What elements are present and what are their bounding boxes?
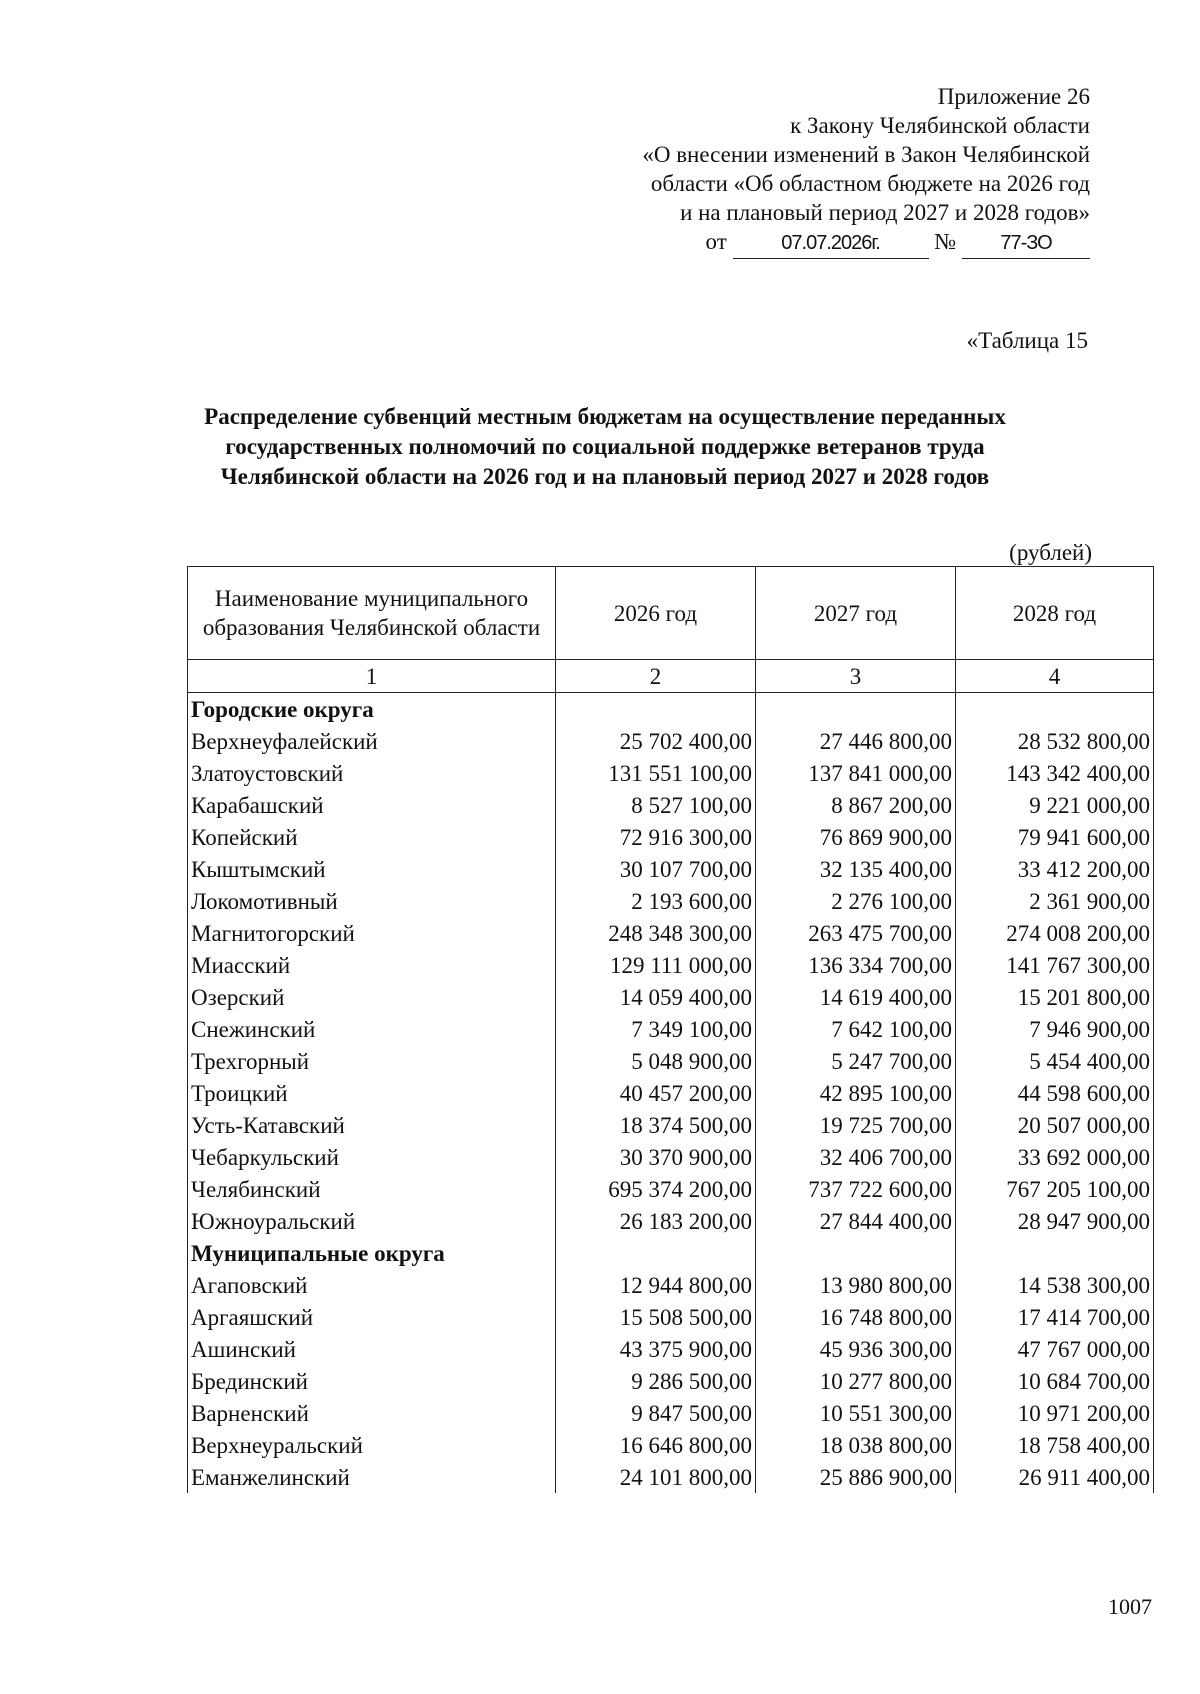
cell-municipality: Брединский	[188, 1365, 556, 1397]
cell-2027: 5 247 700,00	[756, 1045, 956, 1077]
cell-2028: 10 971 200,00	[956, 1397, 1154, 1429]
cell-municipality: Златоустовский	[188, 757, 556, 789]
title-line: государственных полномочий по социальной поддержке ветеранов труда	[225, 434, 985, 459]
cell-municipality: Трехгорный	[188, 1045, 556, 1077]
cell-2026: 15 508 500,00	[556, 1301, 756, 1333]
cell-2027: 27 844 400,00	[756, 1205, 956, 1237]
table-row	[188, 1269, 1154, 1301]
cell-2026: 2 193 600,00	[556, 885, 756, 917]
cell-2027	[756, 1237, 956, 1269]
table-row	[188, 1173, 1154, 1205]
cell-2028: 141 767 300,00	[956, 949, 1154, 981]
table-body	[188, 660, 1154, 1494]
header-line: Приложение 26	[937, 84, 1090, 109]
cell-2026: 9 847 500,00	[556, 1397, 756, 1429]
cell-2026: 129 111 000,00	[556, 949, 756, 981]
header-block	[642, 82, 1090, 259]
cell-municipality: Аргаяшский	[188, 1301, 556, 1333]
table-label: «Таблица 15	[966, 328, 1088, 353]
cell-2028: 274 008 200,00	[956, 917, 1154, 949]
cell-2028: 9 221 000,00	[956, 789, 1154, 821]
cell-2026: 131 551 100,00	[556, 757, 756, 789]
cell-2027: 18 038 800,00	[756, 1429, 956, 1461]
table-row	[188, 1013, 1154, 1045]
cell-2026: 30 370 900,00	[556, 1141, 756, 1173]
cell-2026: 40 457 200,00	[556, 1077, 756, 1109]
cell-2026: 8 527 100,00	[556, 789, 756, 821]
header-line: «О внесении изменений в Закон Челябинской	[642, 142, 1090, 167]
cell-municipality: Локомотивный	[188, 885, 556, 917]
cell-2026: 18 374 500,00	[556, 1109, 756, 1141]
cell-2028: 28 947 900,00	[956, 1205, 1154, 1237]
cell-municipality: Варненский	[188, 1397, 556, 1429]
table-row	[188, 949, 1154, 981]
cell-2026: 24 101 800,00	[556, 1461, 756, 1493]
cell-2027: 2 276 100,00	[756, 885, 956, 917]
cell-2027: 14 619 400,00	[756, 981, 956, 1013]
cell-2028: 7 946 900,00	[956, 1013, 1154, 1045]
table-row	[188, 1461, 1154, 1493]
cell-2027: 137 841 000,00	[756, 757, 956, 789]
column-number: 3	[756, 660, 956, 693]
cell-2028: 44 598 600,00	[956, 1077, 1154, 1109]
cell-2027: 27 446 800,00	[756, 725, 956, 757]
document-title	[140, 402, 1070, 492]
cell-municipality: Еманжелинский	[188, 1461, 556, 1493]
cell-2028: 26 911 400,00	[956, 1461, 1154, 1493]
cell-2028: 14 538 300,00	[956, 1269, 1154, 1301]
cell-2026: 26 183 200,00	[556, 1205, 756, 1237]
cell-2026	[556, 693, 756, 726]
table-row	[188, 1333, 1154, 1365]
cell-2027: 45 936 300,00	[756, 1333, 956, 1365]
cell-2028: 18 758 400,00	[956, 1429, 1154, 1461]
table-row	[188, 853, 1154, 885]
table-row	[188, 885, 1154, 917]
cell-2028	[956, 1237, 1154, 1269]
group-header-row	[188, 1237, 1154, 1269]
cell-municipality: Копейский	[188, 821, 556, 853]
table-row	[188, 789, 1154, 821]
cell-municipality: Городские округа	[188, 693, 556, 726]
cell-2028: 2 361 900,00	[956, 885, 1154, 917]
cell-2027: 8 867 200,00	[756, 789, 956, 821]
cell-2027: 25 886 900,00	[756, 1461, 956, 1493]
cell-municipality: Челябинский	[188, 1173, 556, 1205]
cell-municipality: Верхнеуральский	[188, 1429, 556, 1461]
table-row	[188, 1429, 1154, 1461]
cell-2028: 5 454 400,00	[956, 1045, 1154, 1077]
cell-2027: 19 725 700,00	[756, 1109, 956, 1141]
cell-municipality: Миасский	[188, 949, 556, 981]
cell-municipality: Карабашский	[188, 789, 556, 821]
cell-municipality: Верхнеуфалейский	[188, 725, 556, 757]
cell-2028: 20 507 000,00	[956, 1109, 1154, 1141]
table-row	[188, 1077, 1154, 1109]
cell-municipality: Чебаркульский	[188, 1141, 556, 1173]
cell-municipality: Ашинский	[188, 1333, 556, 1365]
page-number: 1007	[1108, 1594, 1152, 1619]
cell-2027: 737 722 600,00	[756, 1173, 956, 1205]
cell-2027: 32 135 400,00	[756, 853, 956, 885]
cell-2026: 695 374 200,00	[556, 1173, 756, 1205]
cell-2026: 7 349 100,00	[556, 1013, 756, 1045]
cell-2028: 33 692 000,00	[956, 1141, 1154, 1173]
cell-municipality: Троицкий	[188, 1077, 556, 1109]
title-line: Распределение субвенций местным бюджетам на осуществление переданных	[204, 404, 1006, 429]
cell-2026	[556, 1237, 756, 1269]
table-row	[188, 1301, 1154, 1333]
cell-2028: 47 767 000,00	[956, 1333, 1154, 1365]
cell-2026: 43 375 900,00	[556, 1333, 756, 1365]
cell-2026: 30 107 700,00	[556, 853, 756, 885]
cell-2026: 248 348 300,00	[556, 917, 756, 949]
cell-2028: 15 201 800,00	[956, 981, 1154, 1013]
cell-2027: 7 642 100,00	[756, 1013, 956, 1045]
column-header-2026: 2026 год	[556, 567, 756, 660]
cell-municipality: Озерский	[188, 981, 556, 1013]
cell-2026: 25 702 400,00	[556, 725, 756, 757]
header-line: области «Об областном бюджете на 2026 год	[650, 171, 1090, 196]
cell-2027: 10 551 300,00	[756, 1397, 956, 1429]
cell-municipality: Усть-Катавский	[188, 1109, 556, 1141]
law-number: 77-ЗО	[962, 229, 1090, 259]
from-label: от	[705, 229, 727, 254]
table-row	[188, 981, 1154, 1013]
cell-2027: 76 869 900,00	[756, 821, 956, 853]
header-line: и на плановый период 2027 и 2028 годов»	[680, 200, 1090, 225]
cell-2026: 14 059 400,00	[556, 981, 756, 1013]
units-label: (рублей)	[1009, 540, 1092, 565]
cell-2027: 10 277 800,00	[756, 1365, 956, 1397]
cell-municipality: Кыштымский	[188, 853, 556, 885]
table-row	[188, 1397, 1154, 1429]
table-row	[188, 757, 1154, 789]
cell-municipality: Южноуральский	[188, 1205, 556, 1237]
cell-2028: 28 532 800,00	[956, 725, 1154, 757]
law-date: 07.07.2026г.	[733, 229, 929, 259]
cell-2027: 32 406 700,00	[756, 1141, 956, 1173]
cell-2027: 136 334 700,00	[756, 949, 956, 981]
table-row	[188, 725, 1154, 757]
cell-2027	[756, 693, 956, 726]
cell-2026: 12 944 800,00	[556, 1269, 756, 1301]
cell-2027: 42 895 100,00	[756, 1077, 956, 1109]
cell-2027: 263 475 700,00	[756, 917, 956, 949]
table-row	[188, 917, 1154, 949]
table-row	[188, 1045, 1154, 1077]
table-row	[188, 1141, 1154, 1173]
cell-2026: 9 286 500,00	[556, 1365, 756, 1397]
cell-2028: 17 414 700,00	[956, 1301, 1154, 1333]
group-header-row	[188, 693, 1154, 726]
cell-2026: 72 916 300,00	[556, 821, 756, 853]
title-line: Челябинской области на 2026 год и на плановый период 2027 и 2028 годов	[220, 464, 990, 489]
cell-2028: 33 412 200,00	[956, 853, 1154, 885]
column-number: 1	[188, 660, 556, 693]
column-number: 4	[956, 660, 1154, 693]
cell-municipality: Снежинский	[188, 1013, 556, 1045]
column-header-2027: 2027 год	[756, 567, 956, 660]
column-numbers-row	[188, 660, 1154, 693]
cell-2028: 143 342 400,00	[956, 757, 1154, 789]
subvention-table	[187, 566, 1154, 1493]
cell-municipality: Муниципальные округа	[188, 1237, 556, 1269]
cell-2028: 767 205 100,00	[956, 1173, 1154, 1205]
table-row	[188, 1365, 1154, 1397]
header-line: к Закону Челябинской области	[790, 113, 1090, 138]
cell-2028: 10 684 700,00	[956, 1365, 1154, 1397]
table-row	[188, 1109, 1154, 1141]
column-number: 2	[556, 660, 756, 693]
column-header-2028: 2028 год	[956, 567, 1154, 660]
cell-2028	[956, 693, 1154, 726]
cell-municipality: Магнитогорский	[188, 917, 556, 949]
cell-2027: 16 748 800,00	[756, 1301, 956, 1333]
cell-2026: 16 646 800,00	[556, 1429, 756, 1461]
cell-2026: 5 048 900,00	[556, 1045, 756, 1077]
table-row	[188, 821, 1154, 853]
law-signature-line	[642, 227, 1090, 259]
cell-2027: 13 980 800,00	[756, 1269, 956, 1301]
table-row	[188, 1205, 1154, 1237]
number-label: №	[934, 229, 957, 254]
cell-municipality: Агаповский	[188, 1269, 556, 1301]
cell-2028: 79 941 600,00	[956, 821, 1154, 853]
column-header-name: Наименование муниципального образования Челябинской области	[188, 567, 556, 660]
